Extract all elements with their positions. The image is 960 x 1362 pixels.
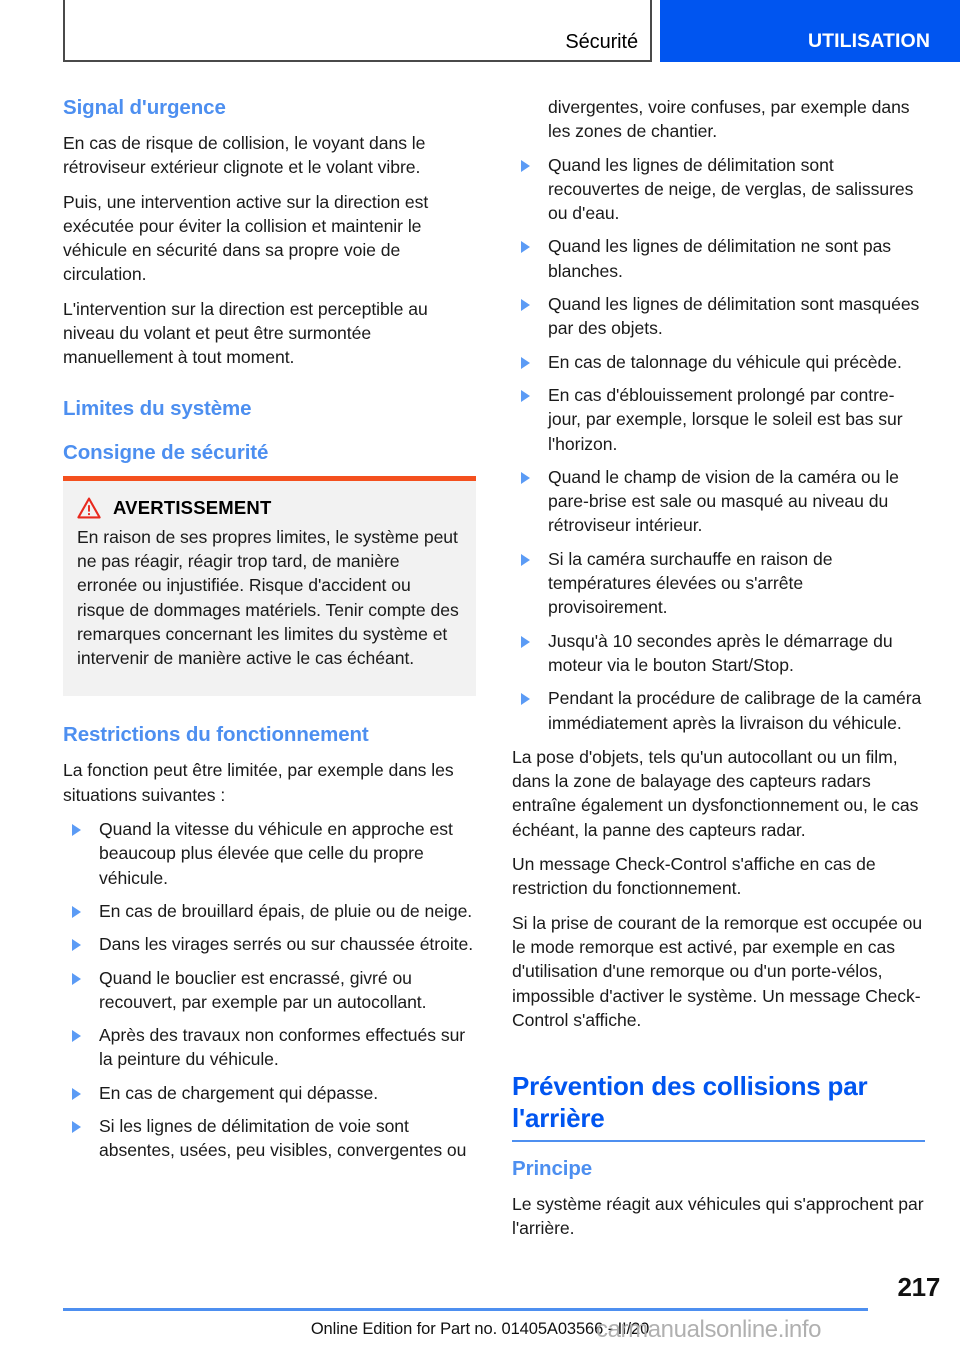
heading-limites-systeme: Limites du système	[63, 396, 252, 420]
heading-prevention-collisions: Prévention des collisions par l'arrière	[512, 1071, 868, 1134]
list-item	[63, 932, 476, 956]
spacer	[63, 422, 476, 440]
warning-text: En raison de ses propres limites, le système peut ne pas réagir, réagir trop tard, de manière erronée ou injustifiée. Risque d'accident ou risque de dommages matériels. Tenir compte des remarques concernant les limites du système et intervenir de manière active le cas échéant.	[77, 526, 459, 669]
list-item-text: Quand les lignes de délimitation ne sont pas blanches.	[548, 236, 892, 281]
triangle-bullet-icon	[72, 1088, 81, 1100]
heading-principe: Principe	[512, 1157, 593, 1181]
restrictions-list-continued	[512, 153, 925, 735]
list-item	[512, 465, 925, 538]
triangle-bullet-icon	[72, 906, 81, 918]
triangle-bullet-icon	[521, 160, 530, 172]
spacer	[63, 370, 476, 396]
page-header	[0, 0, 960, 64]
triangle-bullet-icon	[521, 554, 530, 566]
list-item	[512, 547, 925, 620]
list-item-text: Quand les lignes de délimitation sont recouvertes de neige, de verglas, de salissures ou d'eau.	[548, 154, 914, 224]
list-item-text: Quand la vitesse du véhicule en approche est beaucoup plus élevée que celle du propre véhicule.	[99, 819, 453, 888]
spacer	[512, 735, 925, 745]
warning-title: AVERTISSEMENT	[113, 496, 272, 518]
chapter-box	[63, 0, 652, 62]
list-item-text: Quand les lignes de délimitation sont masquées par des objets.	[548, 294, 920, 339]
spacer	[63, 807, 476, 817]
paragraph-signal-1: En cas de risque de collision, le voyant dans le rétroviseur extérieur clignote et le volant vibre.	[63, 133, 426, 178]
page-footer	[0, 1272, 960, 1362]
paragraph-principe: Le système réagit aux véhicules qui s'approchent par l'arrière.	[512, 1194, 924, 1239]
paragraph-signal-3: L'intervention sur la direction est perceptible au niveau du volant et peut être surmontée manuellement à tout moment.	[63, 298, 428, 368]
spacer	[63, 180, 476, 190]
warning-box	[63, 476, 476, 697]
list-item-text: En cas d'éblouissement prolongé par contre-jour, par exemple, lorsque le soleil est bas sur l'horizon.	[548, 384, 903, 454]
list-item	[63, 1081, 476, 1105]
list-item	[512, 234, 925, 283]
list-item	[63, 817, 476, 890]
triangle-bullet-icon	[521, 693, 530, 705]
spacer	[63, 121, 476, 131]
spacer	[63, 696, 476, 722]
section-tab-label: UTILISATION	[807, 30, 930, 52]
triangle-bullet-icon	[72, 824, 81, 836]
paragraph-continuation: divergentes, voire confuses, par exemple dans les zones de chantier.	[548, 97, 910, 142]
heading-signal-urgence: Signal d'urgence	[63, 96, 226, 119]
chapter-label: Sécurité	[565, 31, 638, 53]
list-item-text: Quand le champ de vision de la caméra ou le pare-brise est sale ou masqué au niveau du rétroviseur intérieur.	[548, 466, 899, 536]
spacer	[512, 144, 925, 153]
paragraph-pose-objets: La pose d'objets, tels qu'un autocollant ou un film, dans la zone de balayage des capteurs radars entraîne également un dysfonctionnement ou, le cas échéant, la panne des capteurs radar.	[512, 746, 919, 840]
list-item-text: En cas de talonnage du véhicule qui précède.	[548, 351, 902, 372]
triangle-bullet-icon	[72, 1121, 81, 1133]
spacer	[63, 287, 476, 297]
triangle-bullet-icon	[72, 973, 81, 985]
list-item-text: Si les lignes de délimitation de voie sont absentes, usées, peu visibles, convergentes ou	[99, 1116, 467, 1161]
list-item-text: En cas de chargement qui dépasse.	[99, 1082, 379, 1103]
footer-edition-text: Online Edition for Part no. 01405A03566 - II/20	[310, 1320, 650, 1338]
list-item-text: Dans les virages serrés ou sur chaussée étroite.	[99, 934, 474, 955]
paragraph-signal-2: Puis, une intervention active sur la direction est exécutée pour éviter la collision et maintenir le véhicule en sécurité dans sa propre voie de circulation.	[63, 191, 429, 285]
spacer	[512, 1182, 925, 1192]
triangle-bullet-icon	[72, 1030, 81, 1042]
list-item	[512, 350, 925, 374]
list-item	[63, 1023, 476, 1072]
warning-triangle-icon	[77, 497, 101, 519]
spacer	[512, 901, 925, 911]
paragraph-restrictions-intro: La fonction peut être limitée, par exemple dans les situations suivantes :	[63, 760, 454, 805]
heading-restrictions-fonctionnement: Restrictions du fonctionnement	[63, 723, 369, 747]
triangle-bullet-icon	[521, 636, 530, 648]
triangle-bullet-icon	[521, 390, 530, 402]
spacer	[512, 842, 925, 852]
list-item-text: En cas de brouillard épais, de pluie ou de neige.	[99, 900, 473, 921]
spacer	[63, 748, 476, 758]
triangle-bullet-icon	[521, 241, 530, 253]
list-item-text: Pendant la procédure de calibrage de la caméra immédiatement après la livraison du véhicule.	[548, 688, 922, 733]
watermark-text: carmanualsonline.info	[596, 1316, 822, 1343]
spacer	[512, 1142, 925, 1156]
list-item	[63, 966, 476, 1015]
right-column	[512, 95, 925, 1241]
list-item	[512, 629, 925, 678]
spacer	[63, 466, 476, 476]
list-item	[512, 686, 925, 735]
triangle-bullet-icon	[72, 939, 81, 951]
list-item-text: Si la caméra surchauffe en raison de températures élevées ou s'arrête provisoirement.	[548, 548, 833, 618]
page-number: 217	[897, 1272, 940, 1302]
list-item-text: Quand le bouclier est encrassé, givré ou recouvert, par exemple par un autocollant.	[99, 967, 427, 1012]
triangle-bullet-icon	[521, 472, 530, 484]
list-item	[63, 899, 476, 923]
paragraph-check-control: Un message Check-Control s'affiche en cas de restriction du fonctionnement.	[512, 854, 876, 899]
footer-divider	[63, 1308, 868, 1311]
left-column	[63, 95, 476, 1163]
triangle-bullet-icon	[521, 299, 530, 311]
list-item-text: Après des travaux non conformes effectués sur la peinture du véhicule.	[99, 1025, 466, 1070]
list-item	[63, 1114, 476, 1163]
list-item-text: Jusqu'à 10 secondes après le démarrage du moteur via le bouton Start/Stop.	[548, 630, 893, 675]
triangle-bullet-icon	[521, 357, 530, 369]
spacer	[512, 1032, 925, 1070]
list-item	[512, 292, 925, 341]
restrictions-list	[63, 817, 476, 1163]
section-tab-utilisation[interactable]	[660, 0, 960, 62]
list-item	[512, 153, 925, 226]
paragraph-remorque: Si la prise de courant de la remorque est occupée ou le mode remorque est activé, par exemple en cas d'utilisation d'une remorque ou d'un porte-vélos, impossible d'activer le système. Un message Check-Control s'affiche.	[512, 912, 923, 1030]
list-item	[512, 383, 925, 456]
warning-header	[77, 497, 462, 519]
heading-consigne-securite: Consigne de sécurité	[63, 440, 269, 464]
